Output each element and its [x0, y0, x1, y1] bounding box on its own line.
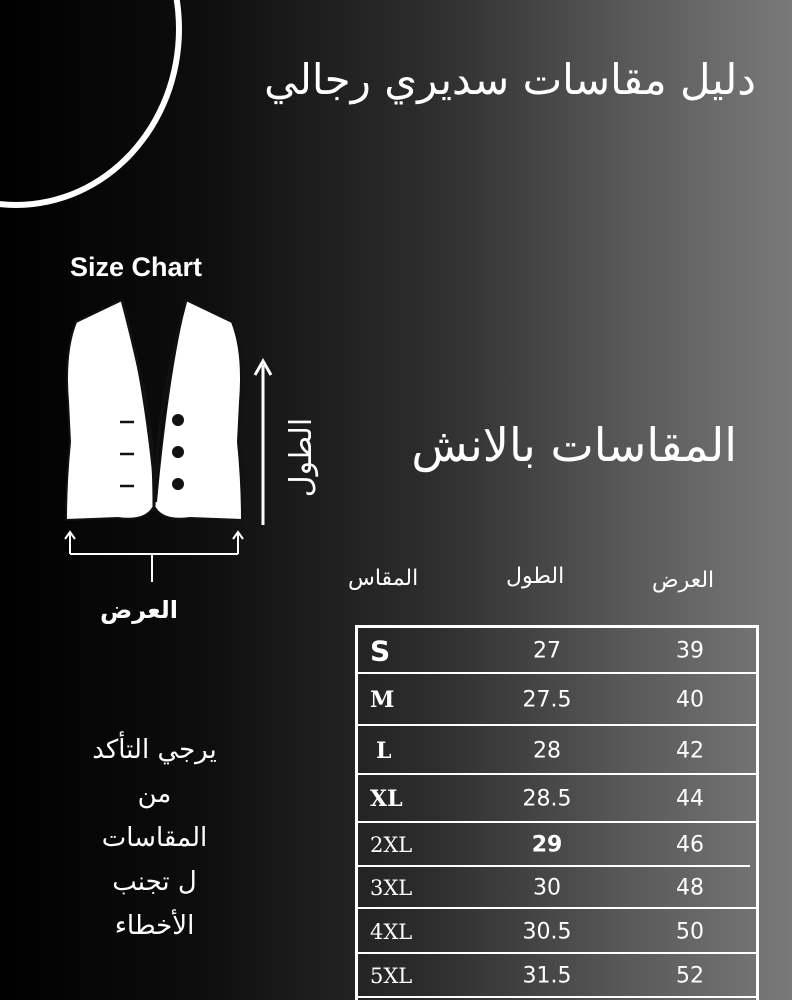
section-title: المقاسات بالانش: [411, 418, 737, 472]
table-row: [358, 726, 756, 775]
size-table: [355, 625, 759, 1000]
decorative-circle: [0, 0, 182, 208]
table-row: [358, 775, 756, 823]
size-cell: 2XL: [370, 833, 413, 857]
table-row: [358, 909, 756, 954]
length-arrow-icon: [253, 355, 273, 527]
page-title: دليل مقاسات سديري رجالي: [264, 55, 756, 104]
length-cell: 28: [533, 738, 561, 763]
table-row: [358, 674, 756, 726]
length-cell: 30.5: [522, 919, 572, 944]
size-cell: S: [370, 634, 391, 668]
size-cell: 5XL: [370, 964, 413, 988]
table-row: [358, 954, 756, 998]
note-text: يرجي التأكد من المقاسات ل تجنب الأخطاء: [92, 735, 217, 941]
length-cell: 31.5: [522, 963, 572, 989]
width-cell: 48: [676, 875, 704, 901]
button-icon: [172, 478, 184, 490]
size-cell: 3XL: [370, 876, 413, 900]
width-cell: 40: [676, 687, 704, 713]
width-cell: 39: [676, 638, 704, 664]
table-row: [358, 628, 756, 674]
width-bracket-icon: [65, 532, 243, 582]
size-cell: XL: [370, 786, 403, 812]
header-size: المقاس: [348, 566, 419, 591]
length-cell: 28.5: [522, 786, 572, 812]
header-length: الطول: [506, 564, 565, 589]
vest-diagram: [56, 292, 252, 592]
length-cell: 27.5: [522, 687, 572, 713]
width-cell: 52: [676, 963, 704, 989]
width-cell: 44: [676, 786, 704, 812]
length-label: الطول: [284, 417, 320, 498]
length-cell: 30: [533, 875, 561, 901]
width-cell: 42: [676, 738, 704, 763]
button-icon: [172, 414, 184, 426]
size-cell: M: [370, 687, 395, 713]
width-label: العرض: [100, 596, 178, 624]
width-cell: 50: [676, 919, 704, 944]
length-cell: 27: [533, 638, 561, 664]
size-cell: L: [376, 737, 392, 764]
table-row: [358, 867, 756, 909]
length-cell: 29: [531, 832, 563, 858]
table-row: [358, 823, 756, 867]
size-cell: 4XL: [370, 919, 413, 944]
size-chart-label: Size Chart: [70, 252, 203, 282]
button-icon: [172, 446, 184, 458]
width-cell: 46: [676, 832, 704, 858]
header-width: العرض: [652, 568, 715, 593]
